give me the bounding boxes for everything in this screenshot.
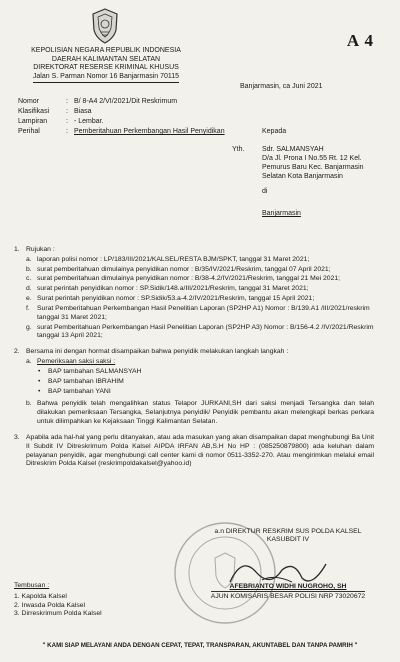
signatory-name: AFEBRIANTO WIDHI NUGROHO, SH <box>229 582 347 590</box>
bullet-item: • BAP tambahan SALMANSYAH <box>38 367 142 375</box>
signature-line1: a.n DIREKTUR RESKRIM SUS POLDA KALSEL <box>214 528 362 535</box>
signature-block <box>190 528 386 602</box>
recipient-city: Banjarmasin <box>262 210 301 217</box>
list-item: b. Bahwa penyidik telah mengalihkan status Telapor JURKANI,SH dari saksi menjadi Tersangka dan telah dilakukan pemeriksaan Tersangka, Selanjutnya penyidik/ Penyidik pembantu akan melengkapi berkas perkara untuk dilimpahkan ke Kejaksaan Tinggi Kalimantan Selatan. <box>26 400 374 426</box>
meta-key: Klasifikasi <box>18 108 50 115</box>
section-intro: Bersama ini dengan hormat disampaikan bahwa penyidik melakukan langkah langkah : <box>26 348 289 356</box>
tembusan-title: Tembusan : <box>14 582 50 589</box>
letterhead-line2: DAERAH KALIMANTAN SELATAN <box>51 55 161 63</box>
signatory-rank: AJUN KOMISARIS BESAR POLISI NRP 73020672 <box>210 593 366 601</box>
slogan: " KAMI SIAP MELAYANI ANDA DENGAN CEPAT, TEPAT, TRANSPARAN, AKUNTABEL DAN TANPA PAMRIH " <box>42 642 358 649</box>
meta-value: B/ 8-A4 2/VI/2021/Dit Reskrimum <box>74 98 178 105</box>
letter-date: Banjarmasin, ca Juni 2021 <box>240 83 323 90</box>
section-number: 1. <box>14 246 20 253</box>
meta-value: Pemberitahuan Perkembangan Hasil Penyidikan <box>74 128 225 135</box>
tembusan-block <box>14 582 102 619</box>
paper-size-label: A 4 <box>346 31 374 50</box>
bullet-item: • BAP tambahan IBRAHIM <box>38 377 124 385</box>
tembusan-item: 1. Kapolda Kalsel <box>14 592 67 600</box>
letterhead <box>8 47 204 83</box>
recipient-di: di <box>262 188 268 196</box>
list-item: a. Pemeriksaan saksi saksi : <box>26 358 116 366</box>
bullet-item: • BAP tambahan YANI <box>38 387 111 395</box>
section-number: 2. <box>14 348 20 356</box>
recipient-line: Sdr. SALMANSYAH <box>262 146 324 153</box>
tembusan-item: 3. Dirreskrimum Polda Kalsel <box>14 610 102 618</box>
tembusan-item: 2. Irwasda Polda Kalsel <box>14 601 86 609</box>
recipient-block <box>232 145 364 196</box>
recipient-line: Selatan Kota Banjarmasin <box>262 173 343 181</box>
section-kontak <box>14 434 374 469</box>
recipient-kepada: Kepada <box>262 128 287 135</box>
meta-row-perihal: Perihal : Pemberitahuan Perkembangan Hasil Penyidikan <box>18 127 238 136</box>
recipient-yth: Yth. <box>232 146 245 153</box>
list-item: d. surat perintah penyidikan nomor : SP.Sidik/148.a/III/2021/Reskrim, tanggal 31 Maret 2021; <box>26 285 309 293</box>
letterhead-address: Jalan S. Parman Nomor 16 Banjarmasin 70115 <box>33 73 179 84</box>
letterhead-line1: KEPOLISIAN NEGARA REPUBLIK INDONESIA <box>31 47 181 54</box>
section-text: Apabila ada hal-hal yang perlu ditanyakan, atau ada masukan yang akan disampaikan dapat menghubungi Ba Unit II Subdit IV Ditreskrimum Polda Kalsel AIPDA IRFAN AB,S.H No HP : (085250879800) ada keluhan dalam pelayanan penyidik, agar menghubungi call center kami di nomor 0511-3352-270. Atau mengirimkan melalui email Ditreskrim Polda Kalsel (reskrimpoldakalsel@yahoo.id) <box>26 433 374 468</box>
recipient-line: Pemurus Baru Kec. Banjarmasin <box>262 164 364 172</box>
list-item: f. Surat Pemberitahuan Perkembangan Hasil Penelitian Laporan (SP2HP A1) Nomor : B/139.A1 /III/2021/reskrim tanggal 31 Maret 2021; <box>26 304 370 321</box>
meta-row-lampiran: Lampiran : - Lembar. <box>18 117 238 127</box>
meta-value: - Lembar. <box>74 118 104 125</box>
section-title: Rujukan : <box>26 246 55 253</box>
list-item: g. surat Pemberitahuan Perkembangan Hasil Penelitian Laporan (SP2HP A3) Nomor : B/156-4.2 /IV/2021/Reskrim tanggal 13 April 2021; <box>26 323 374 340</box>
letter-body <box>14 246 374 469</box>
meta-key: Perihal <box>18 128 40 135</box>
signature-line2: KASUBDIT IV <box>266 536 310 544</box>
meta-key: Nomor <box>18 98 40 105</box>
meta-row-nomor: Nomor : B/ 8-A4 2/VI/2021/Dit Reskrimum <box>18 97 238 107</box>
list-item: c. surat pemberitahuan dimulainya penyidikan nomor : B/38-4.2/IV/2021/Reskrim, tanggal 21 Mei 2021; <box>26 275 341 283</box>
meta-key: Lampiran <box>18 118 48 125</box>
list-item: a. laporan polisi nomor : LP/183/III/2021/KALSEL/RESTA BJM/SPKT, tanggal 31 Maret 2021; <box>26 255 310 263</box>
meta-value: Biasa <box>74 108 92 115</box>
list-item: e. Surat perintah penyidikan nomor : SP.Sidik/53.a-4.2/IV/2021/Reskrim, tanggal 15 April 2021; <box>26 295 315 303</box>
meta-row-klasifikasi: Klasifikasi : Biasa <box>18 107 238 117</box>
section-rujukan <box>14 246 374 342</box>
letterhead-line3: DIREKTORAT RESERSE KRIMINAL KHUSUS <box>33 64 179 72</box>
section-number: 3. <box>14 433 20 441</box>
police-crest-icon <box>90 8 120 44</box>
recipient-line: D/a Jl. Prona I No.55 Rt. 12 Kel. <box>262 155 362 163</box>
letter-meta <box>18 97 238 136</box>
section-langkah <box>14 348 374 428</box>
list-item: b. surat pemberitahuan dimulainya penyidikan nomor : B/35/IV/2021/Reskrim, tanggal 07 April 2021; <box>26 265 331 273</box>
